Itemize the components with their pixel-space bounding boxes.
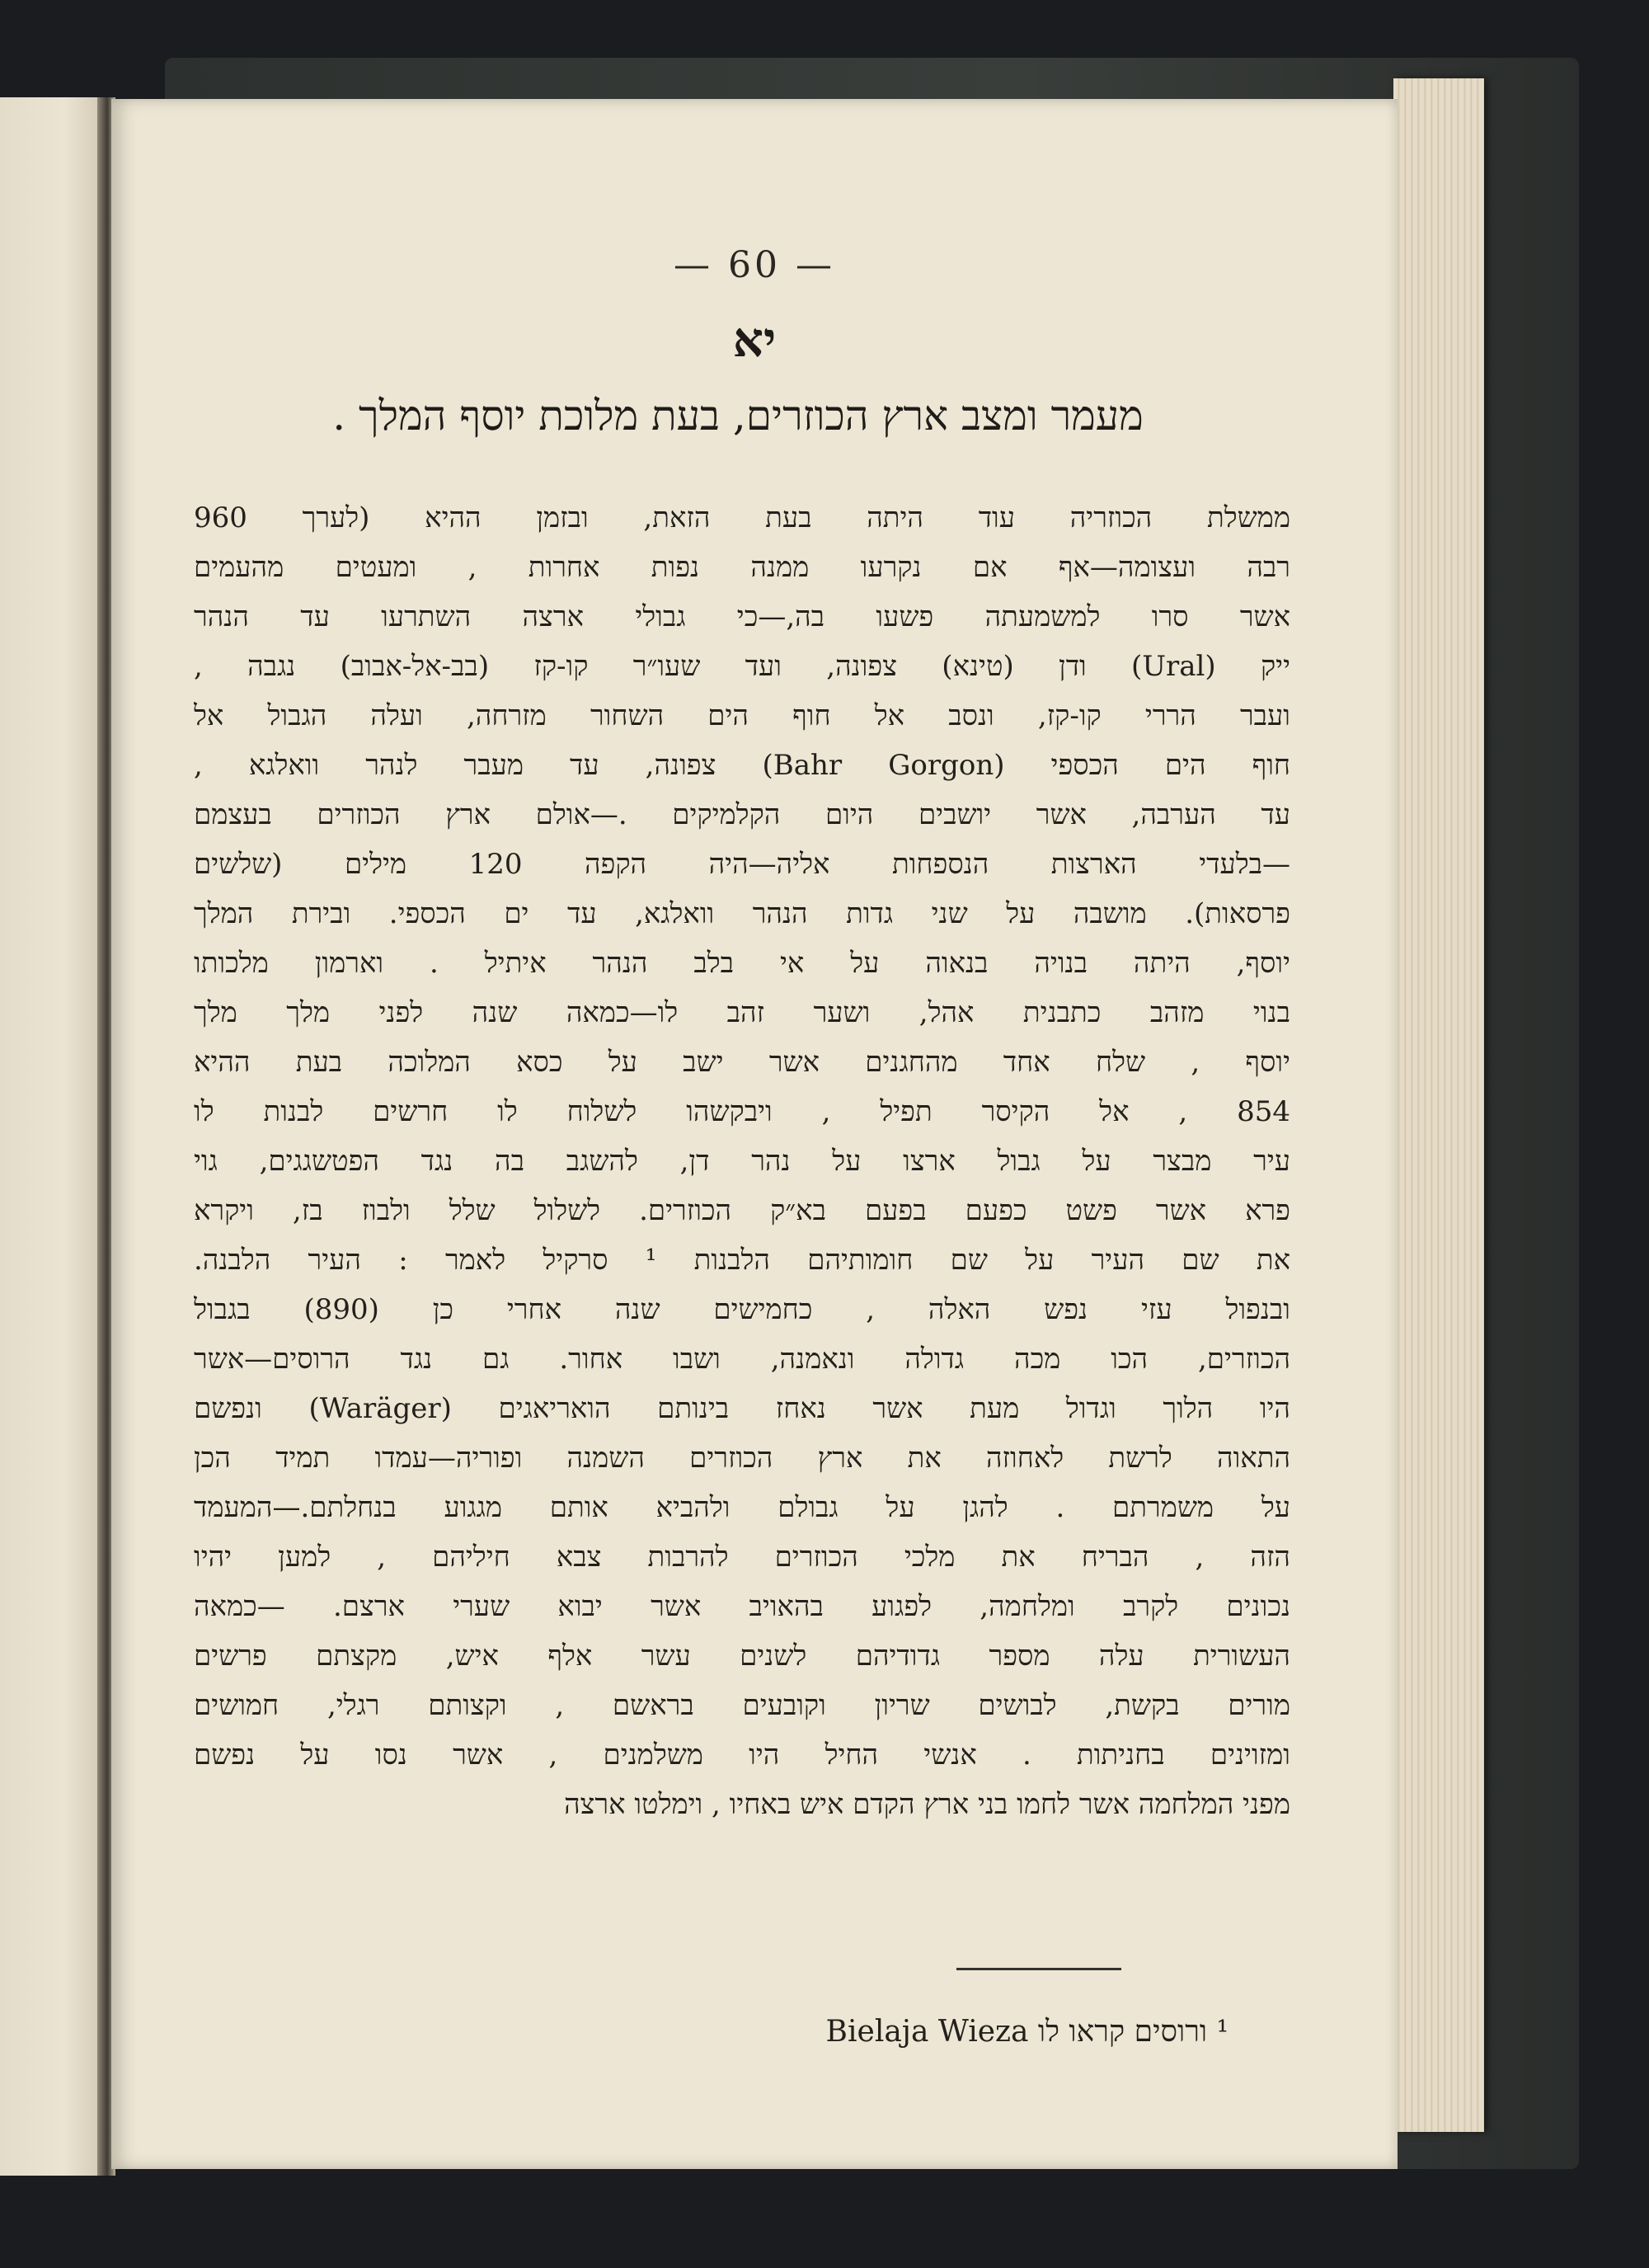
- body-line: אשר סרו למשמעתה פשעו בה,—כי גבולי ארצה השתרעו עד הנהר: [194, 600, 1290, 633]
- body-line: את שם העיר על שם חומותיהם הלבנות ¹ סרקיל לאמר : העיר הלבנה.: [194, 1244, 1290, 1277]
- body-line: ובנפול עזי נפש האלה , כחמישים שנה אחרי כן (890) בגבול: [194, 1293, 1290, 1326]
- body-line: חוף הים הכספי (Bahr Gorgon) צפונה, עד מעבר לנהר וואלגא ,: [194, 749, 1290, 782]
- body-line: התאוה לרשת לאחוזה את ארץ הכוזרים השמנה ופוריה—עמדו תמיד הכן: [194, 1442, 1290, 1475]
- body-line: יוסף, היתה בנויה בנאוה על אי בלב הנהר איתיל . וארמון מלכותו: [194, 947, 1290, 980]
- body-line: 854 , אל הקיסר תפיל , ויבקשהו לשלוח לו חרשים לבנות לו: [194, 1095, 1290, 1128]
- body-line: הזה , הבריח את מלכי הכוזרים להרבות צבא חיליהם , למען יהיו: [194, 1541, 1290, 1574]
- body-line: רבה ועצומה—אף אם נקרעו ממנה נפות אחרות , ומעטים מהעמים: [194, 551, 1290, 584]
- body-line: היו הלוך וגדול מעת אשר נאחז בינותם הואריאגים (Waräger) ונפשם: [194, 1392, 1290, 1425]
- body-line: מורים בקשת, לבושים שריון וקובעים בראשם , וקצותם רגלי, חמושים: [194, 1689, 1290, 1722]
- body-line: העשורית עלה מספר גדודיהם לשנים עשר אלף איש, מקצתם פרשים: [194, 1640, 1290, 1673]
- body-line: פרא אשר פשט כפעם בפעם בא״ק הכוזרים. לשלול שלל ולבוז בז, ויקרא: [194, 1194, 1290, 1227]
- body-line: ייק (Ural) ודן (טינא) צפונה, ועד שעו״ר קו-קז (בב-אל-אבוב) נגבה ,: [194, 650, 1290, 683]
- body-line: הכוזרים, הכו מכה גדולה ונאמנה, ושבו אחור. גם נגד הרוסים—אשר: [194, 1343, 1290, 1376]
- page-edges: [1393, 78, 1484, 2132]
- body-line: על משמרתם . להגן על גבולם ולהביא אותם מגגוע בנחלתם.—המעמד: [194, 1491, 1290, 1524]
- body-line: ועבר הררי קו-קז, ונסב אל חוף הים השחור מזרחה, ועלה הגבול אל: [194, 699, 1290, 732]
- body-line: עד הערבה, אשר יושבים היום הקלמיקים .—אולם ארץ הכוזרים בעצמם: [194, 798, 1290, 831]
- body-line: ומזוינים בחניתות . אנשי החיל היו משלמנים , אשר נסו על נפשם: [194, 1739, 1290, 1772]
- page-number: — 60 —: [674, 244, 835, 286]
- body-line: בנוי מזהב כתבנית אהל, ושער זהב לו—כמאה שנה לפני מלך מלך: [194, 996, 1290, 1029]
- body-line: —בלעדי הארצות הנספחות אליה—היה הקפה 120 מילים (שלשים: [194, 848, 1290, 881]
- footnote-rule: [956, 1968, 1121, 1970]
- body-line: עיר מבצר על גבול ארצו על נהר דן, להשגב בה נגד הפטשגגים, גוי: [194, 1145, 1290, 1178]
- body-line: נכונים לקרב ומלחמה, לפגוע בהאויב אשר יבוא שערי ארצם. —כמאה: [194, 1590, 1290, 1623]
- left-page-edge: [0, 97, 107, 2176]
- section-title: מעמר ומצב ארץ הכוזרים, בעת מלוכת יוסף המלך .: [332, 392, 1144, 440]
- body-text: [194, 493, 1290, 1829]
- body-line: פרסאות). מושבה על שני גדות הנהר וואלגא, עד ים הכספי. ובירת המלך: [194, 897, 1290, 930]
- right-page: [111, 99, 1398, 2169]
- body-line: יוסף , שלח אחד מהחגנים אשר ישב על כסא המלוכה בעת ההיא: [194, 1046, 1290, 1079]
- body-line: מפני המלחמה אשר לחמו בני ארץ הקדם איש באחיו , וימלטו ארצה: [564, 1788, 1290, 1821]
- footnote: ¹ ורוסים קראו לו Bielaja Wieza: [825, 2015, 1229, 2049]
- chapter-heading: יא: [732, 312, 777, 368]
- body-line: ממשלת הכוזריה עוד היתה בעת הזאת, ובזמן ההיא (לערך 960: [194, 501, 1290, 534]
